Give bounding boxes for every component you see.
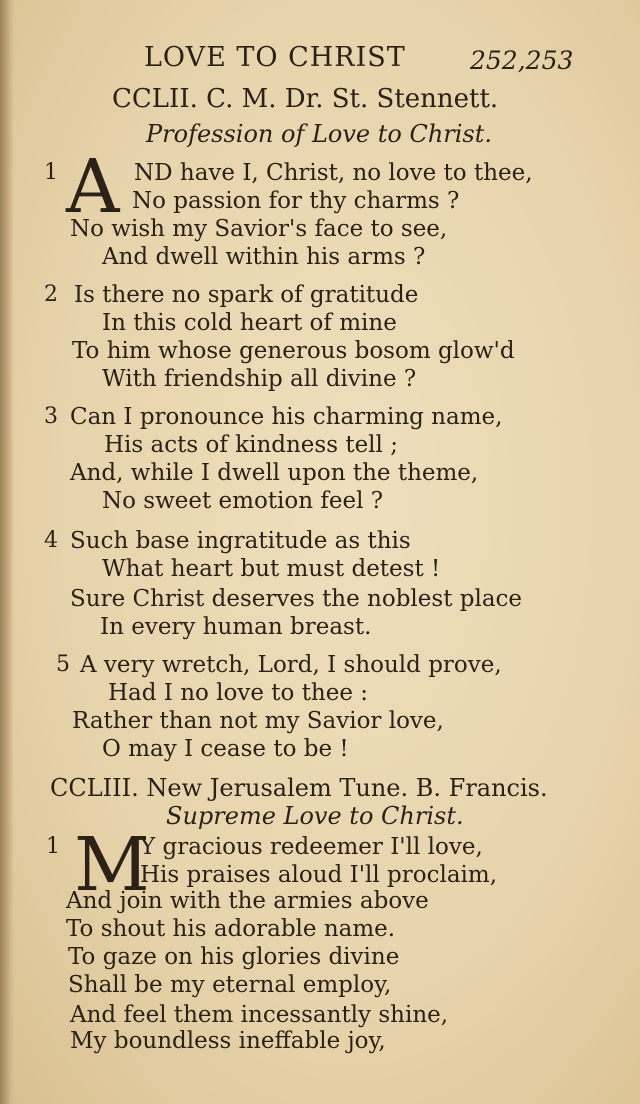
stanza-number: 1 <box>44 160 58 185</box>
verse-line: Shall be my eternal employ, <box>68 972 392 998</box>
verse-line: To gaze on his glories divine <box>68 944 400 970</box>
stanza-number: 2 <box>44 282 58 307</box>
drop-cap: A <box>66 144 120 230</box>
verse-line: My boundless ineffable joy, <box>70 1028 386 1054</box>
stanza-number: 4 <box>44 528 58 553</box>
verse-line: And, while I dwell upon the theme, <box>70 460 479 486</box>
hymn-252-heading: CCLII. C. M. Dr. St. Stennett. <box>112 84 499 114</box>
verse-line: Had I no love to thee : <box>108 680 369 706</box>
verse-line: Such base ingratitude as this <box>70 528 411 554</box>
verse-line: No sweet emotion feel ? <box>102 488 384 514</box>
verse-line: To shout his adorable name. <box>66 916 396 942</box>
verse-line: With friendship all divine ? <box>102 366 417 392</box>
verse-line: No passion for thy charms ? <box>132 188 460 214</box>
verse-line: Can I pronounce his charming name, <box>70 404 503 430</box>
verse-line: And dwell within his arms ? <box>102 244 426 270</box>
stanza-number: 3 <box>44 404 58 429</box>
verse-line: In every human breast. <box>100 614 372 640</box>
verse-line: Y gracious redeemer I'll love, <box>140 834 483 860</box>
verse-line: His acts of kindness tell ; <box>104 432 398 458</box>
hymn-252-title: Profession of Love to Christ. <box>146 120 493 148</box>
verse-line: ND have I, Christ, no love to thee, <box>134 160 533 186</box>
verse-line: O may I cease to be ! <box>102 736 349 762</box>
stanza-number: 1 <box>46 834 60 859</box>
verse-line: His praises aloud I'll proclaim, <box>140 862 498 888</box>
verse-line: And feel them incessantly shine, <box>70 1002 449 1028</box>
verse-line: Sure Christ deserves the noblest place <box>70 586 523 612</box>
verse-line: Is there no spark of gratitude <box>74 282 419 308</box>
verse-line: And join with the armies above <box>66 888 429 914</box>
verse-line: A very wretch, Lord, I should prove, <box>80 652 502 678</box>
drop-cap: M <box>74 822 150 908</box>
verse-line: To him whose generous bosom glow'd <box>72 338 515 364</box>
running-title: LOVE TO CHRIST <box>144 42 406 73</box>
hymn-253-title: Supreme Love to Christ. <box>166 802 464 830</box>
page-gutter-shadow <box>0 0 14 1104</box>
verse-line: No wish my Savior's face to see, <box>70 216 448 242</box>
hymn-253-heading: CCLIII. New Jerusalem Tune. B. Francis. <box>50 774 548 802</box>
verse-line: What heart but must detest ! <box>102 556 441 582</box>
page-numbers: 252,253 <box>470 46 574 75</box>
verse-line: In this cold heart of mine <box>102 310 397 336</box>
verse-line: Rather than not my Savior love, <box>72 708 444 734</box>
stanza-number: 5 <box>56 652 70 677</box>
